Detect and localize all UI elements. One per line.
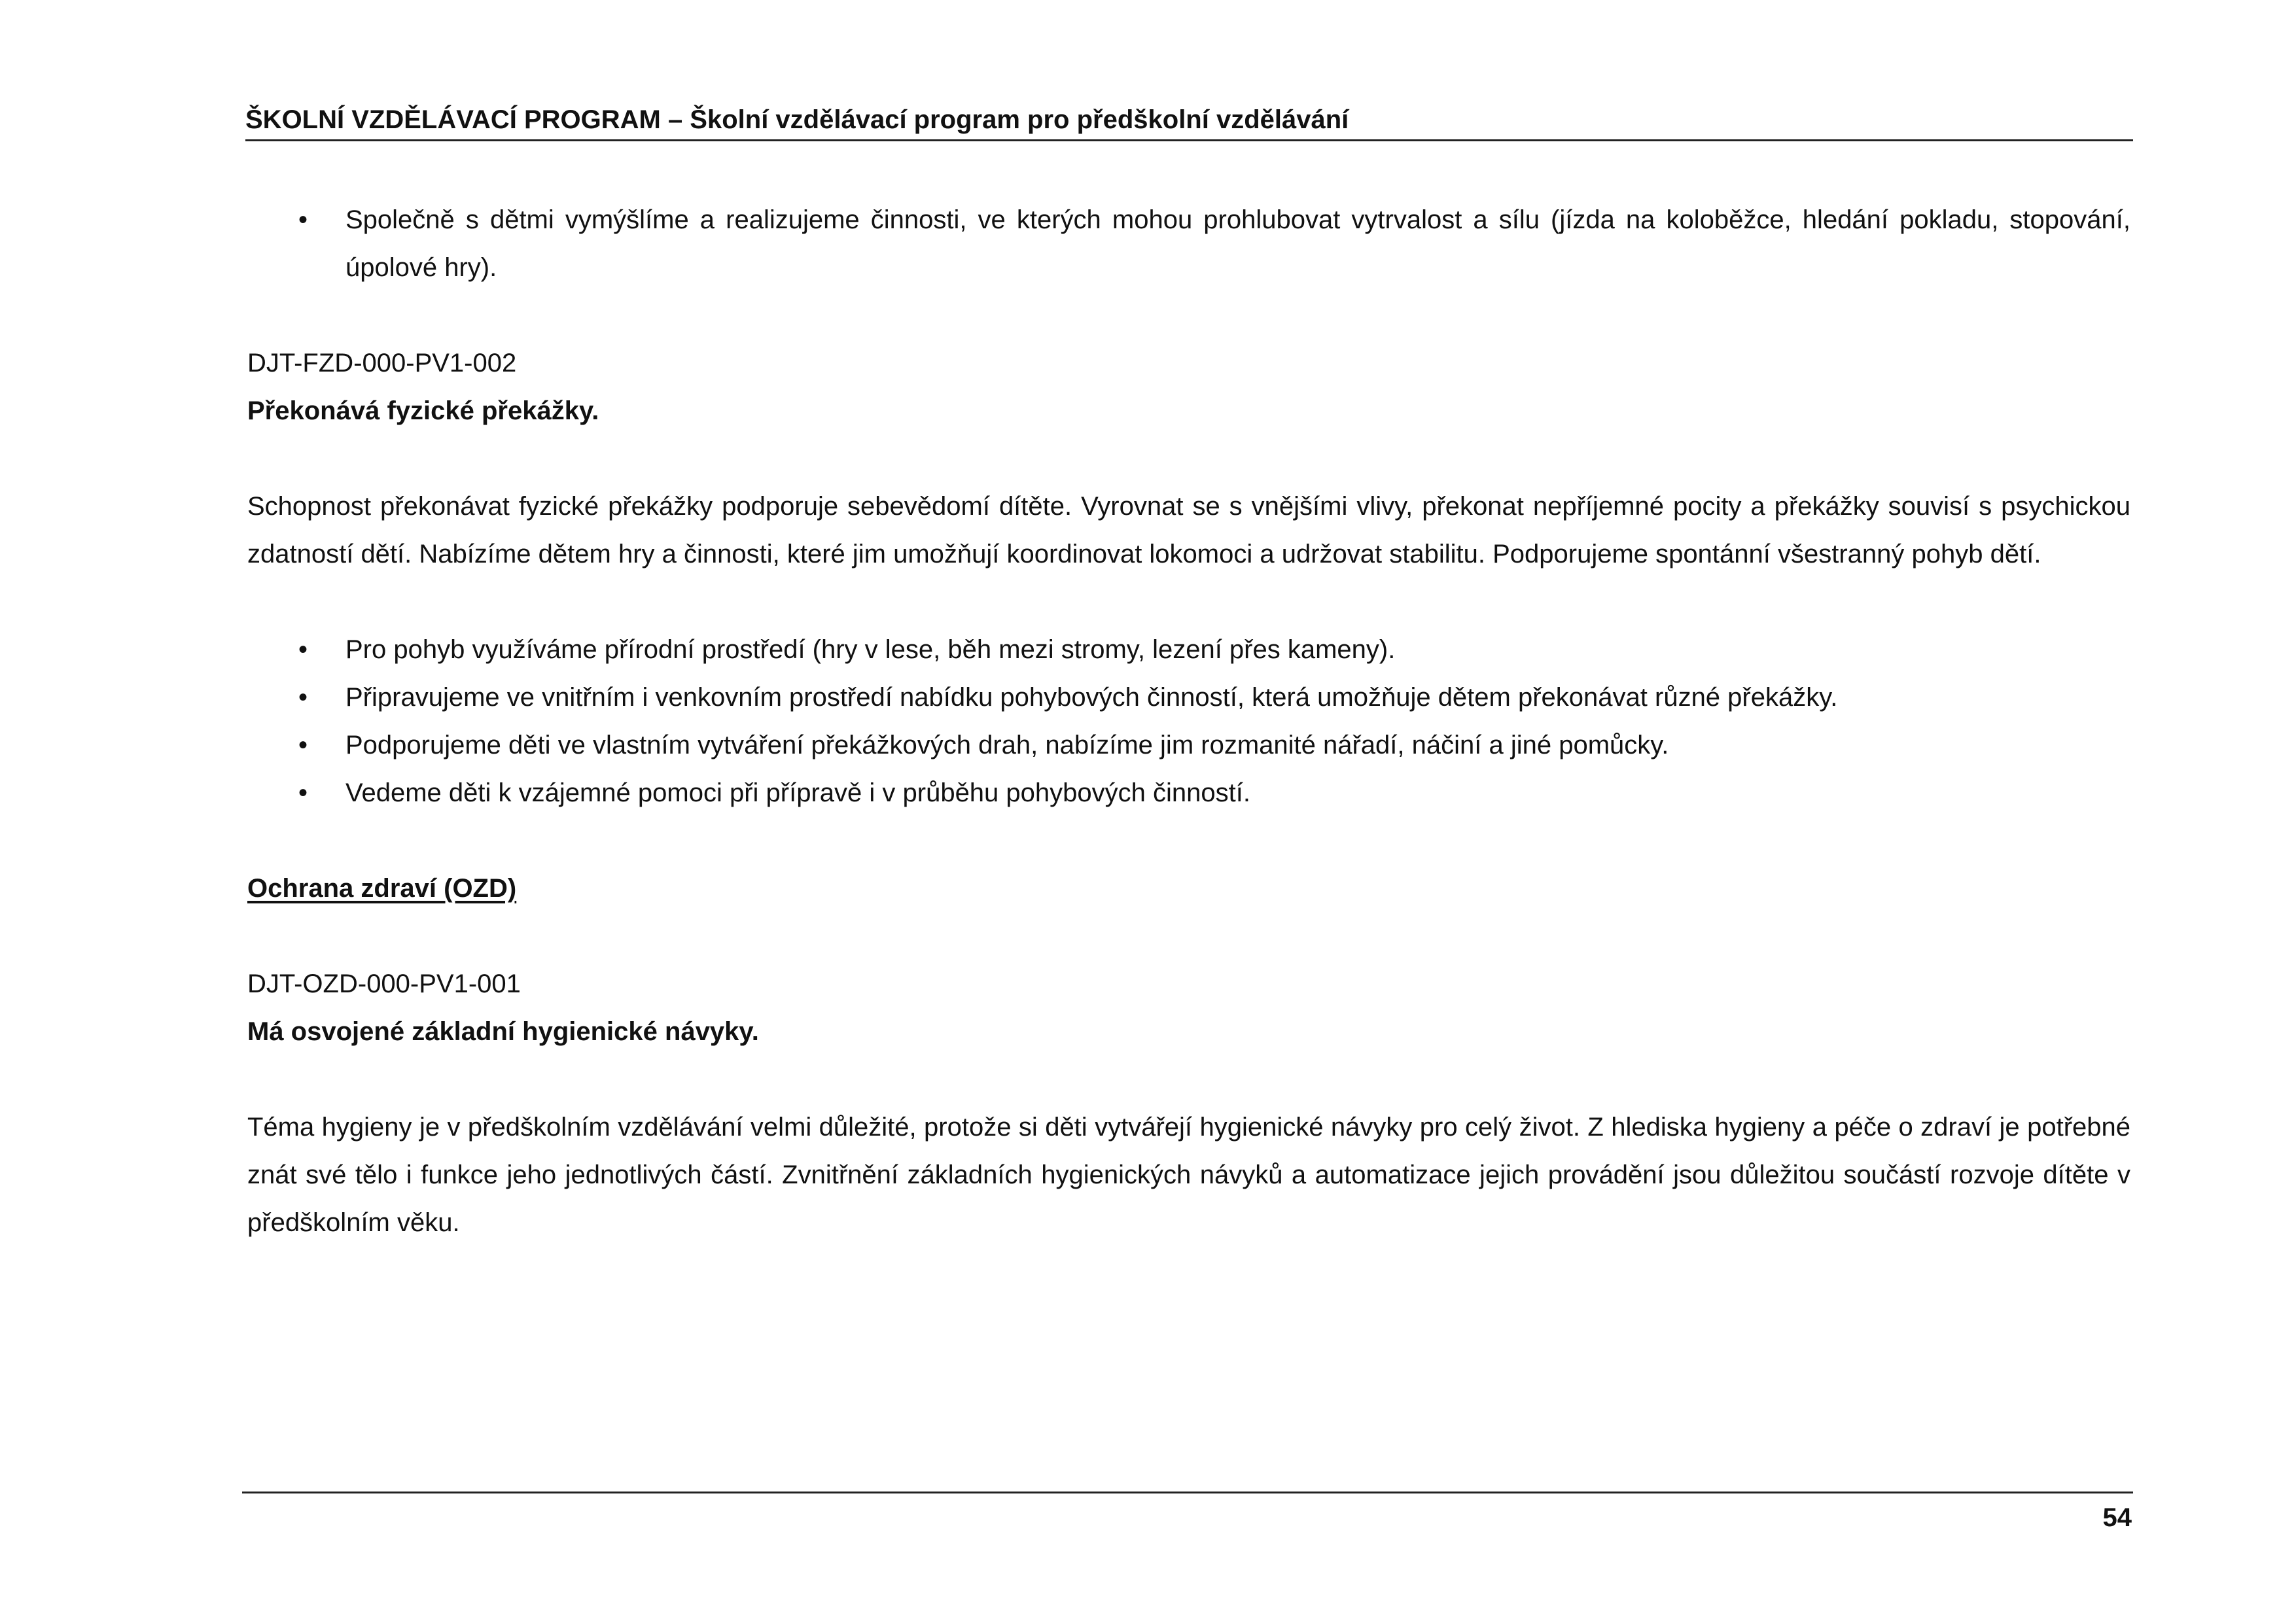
- outcome-paragraph: Schopnost překonávat fyzické překážky podporuje sebevědomí dítěte. Vyrovnat se s vnějšími vlivy, překonat nepříjemné pocity a překážky souvisí s psychickou zdatností dětí. Nabízíme dětem hry a činnosti, které jim umožňují koordinovat lokomoci a udržovat stabilitu. Podporujeme spontánní všestranný pohyb dětí.: [247, 492, 2130, 568]
- spacer: [247, 578, 2130, 626]
- outcome-heading: Překonává fyzické překážky.: [247, 396, 599, 425]
- list-item: [247, 674, 2130, 722]
- list-item-text: Vedeme děti k vzájemné pomoci při přípravě i v průběhu pohybových činností.: [345, 778, 1250, 807]
- list-item: [247, 722, 2130, 769]
- spacer: [247, 817, 2130, 865]
- bullet-icon: •: [298, 731, 308, 759]
- list-item-text: Pro pohyb využíváme přírodní prostředí (hry v lese, běh mezi stromy, lezení přes kameny).: [345, 635, 1396, 664]
- bullet-icon: •: [298, 205, 308, 234]
- bullet-icon: •: [298, 778, 308, 807]
- outcome-heading: Má osvojené základní hygienické návyky.: [247, 1017, 759, 1046]
- footer-divider: [242, 1492, 2133, 1493]
- spacer: [247, 292, 2130, 340]
- list-item-text: Společně s dětmi vymýšlíme a realizujeme činnosti, ve kterých mohou prohlubovat vytrvalost a sílu (jízda na koloběžce, hledání pokladu, stopování, úpolové hry).: [345, 205, 2130, 282]
- outcome-code: DJT-OZD-000-PV1-001: [247, 969, 521, 998]
- outcome-code: DJT-FZD-000-PV1-002: [247, 349, 517, 377]
- outcome-paragraph: Téma hygieny je v předškolním vzdělávání velmi důležité, protože si děti vytvářejí hygienické návyky pro celý život. Z hlediska hygieny a péče o zdraví je potřebné znát své tělo i funkce jeho jednotlivých částí. Zvnitřnění základních hygienických návyků a automatizace jejich provádění jsou důležitou součástí rozvoje dítěte v předškolním věku.: [247, 1113, 2130, 1237]
- list-item-text: Připravujeme ve vnitřním i venkovním prostředí nabídku pohybových činností, která umožňuje dětem překonávat různé překážky.: [345, 683, 1838, 712]
- bullet-icon: •: [298, 635, 308, 664]
- spacer: [247, 1056, 2130, 1104]
- page-header-title: ŠKOLNÍ VZDĚLÁVACÍ PROGRAM – Školní vzdělávací program pro předškolní vzdělávání: [245, 105, 1349, 134]
- spacer: [247, 913, 2130, 960]
- list-item: [247, 196, 2130, 292]
- page-content: [247, 196, 2130, 1247]
- page-number: 54: [2102, 1503, 2132, 1532]
- fzd-bullet-list: [247, 626, 2130, 817]
- list-item-text: Podporujeme děti ve vlastním vytváření překážkových drah, nabízíme jim rozmanité nářadí, náčiní a jiné pomůcky.: [345, 731, 1669, 759]
- list-item: [247, 769, 2130, 817]
- list-item: [247, 626, 2130, 674]
- header-divider: [245, 139, 2133, 141]
- section-title: Ochrana zdraví (OZD): [247, 874, 517, 903]
- spacer: [247, 435, 2130, 483]
- top-bullet-list: [247, 196, 2130, 292]
- bullet-icon: •: [298, 683, 308, 712]
